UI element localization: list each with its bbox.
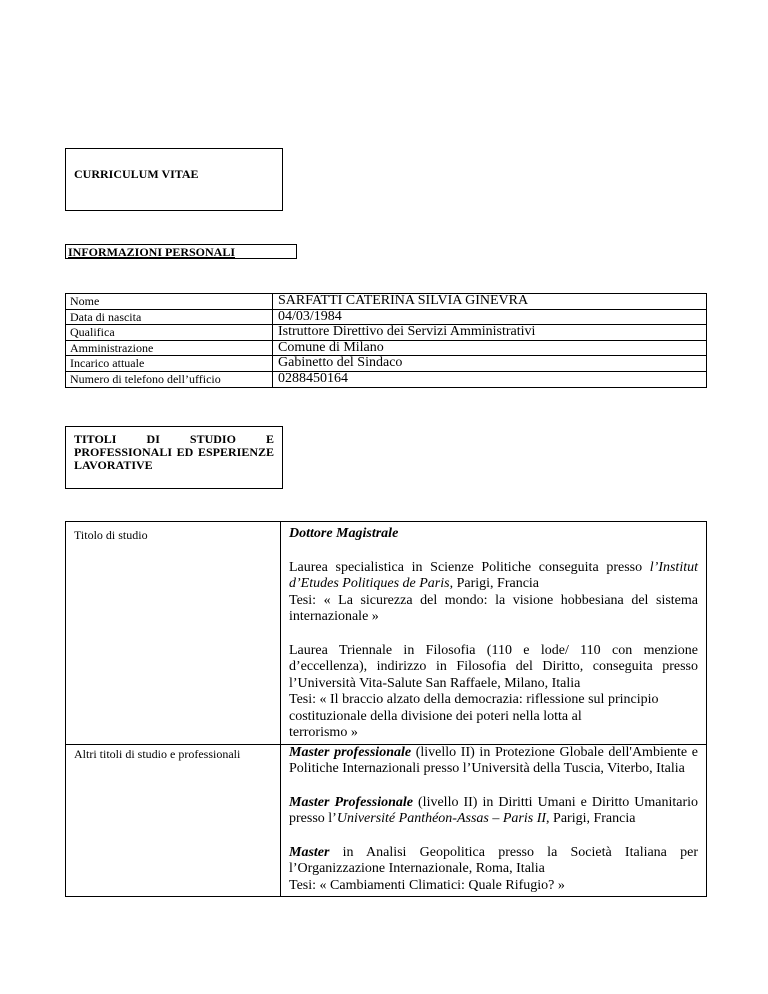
cv-title: CURRICULUM VITAE (74, 167, 199, 181)
master-1 (289, 745, 698, 778)
table-row (66, 294, 707, 310)
laurea-spec-place: , Parigi, Francia (449, 576, 540, 591)
master-2-institution: Université Panthéon-Assas – Paris II (336, 811, 547, 826)
value-amministrazione: Comune di Milano (273, 340, 707, 356)
other-titles-label-text: Altri titoli di studio e professionali (74, 746, 241, 761)
laurea-tri-thesis: Tesi: « Il braccio alzato della democrazia: riflessione sul principio costituzionale della divisione dei poteri nella lotta al (289, 692, 659, 724)
table-row (66, 356, 707, 372)
master-3-heading: Master (289, 844, 330, 860)
table-row (66, 522, 707, 745)
table-row (66, 744, 707, 897)
laurea-spec-text: Laurea specialistica in Scienze Politiche conseguita presso (289, 559, 650, 575)
label-nome: Nome (66, 294, 273, 310)
table-row (66, 371, 707, 387)
label-data-nascita: Data di nascita (66, 309, 273, 325)
label-amministrazione: Amministrazione (66, 340, 273, 356)
studies-table (65, 521, 707, 897)
titoli-heading: TITOLI DI STUDIO E PROFESSIONALI ED ESPERIENZE LAVORATIVE (74, 432, 274, 472)
laurea-specialistica (289, 560, 698, 626)
master-3 (289, 845, 698, 895)
value-nome: SARFATTI CATERINA SILVIA GINEVRA (273, 294, 707, 310)
value-qualifica: Istruttore Direttivo dei Servizi Amministrativi (273, 325, 707, 341)
laurea-triennale (289, 643, 698, 742)
master-2-heading: Master Professionale (289, 794, 414, 810)
personal-info-heading: INFORMAZIONI PERSONALI (68, 245, 236, 259)
label-incarico: Incarico attuale (66, 356, 273, 372)
table-row (66, 309, 707, 325)
value-data-nascita: 04/03/1984 (273, 309, 707, 325)
master-3-text: in Analisi Geopolitica presso la Società Italiana per l’Organizzazione Internazionale, Roma, Italia (289, 844, 698, 876)
value-telefono: 0288450164 (273, 371, 707, 387)
master-3-thesis: Tesi: « Cambiamenti Climatici: Quale Rifugio? » (289, 877, 565, 893)
label-telefono: Numero di telefono dell’ufficio (66, 371, 273, 387)
laurea-tri-thesis-end: terrorismo » (289, 725, 358, 740)
degree-heading: Dottore Magistrale (289, 526, 399, 541)
study-label: Titolo di studio (66, 522, 281, 745)
label-qualifica: Qualifica (66, 325, 273, 341)
master-1-text: (livello II) in Protezione Globale dell'Ambiente e Politiche Internazionali presso l’Università della Tuscia, Viterbo, Italia (289, 744, 698, 776)
laurea-spec-thesis: Tesi: « La sicurezza del mondo: la visione hobbesiana del sistema internazionale » (289, 592, 698, 624)
master-1-heading: Master professionale (289, 744, 412, 760)
laurea-tri-text: Laurea Triennale in Filosofia (110 e lode/ 110 con menzione d’eccellenza), indirizzo in Filosofia del Diritto, conseguita presso l’Università Vita-Salute San Raffaele, Milano, Italia (289, 642, 698, 691)
table-row (66, 325, 707, 341)
personal-info-table (65, 293, 707, 388)
master-2-place: , Parigi, Francia (546, 811, 636, 826)
cv-title-box (65, 148, 283, 211)
other-titles-label (66, 744, 281, 897)
master-2 (289, 795, 698, 828)
table-row (66, 340, 707, 356)
titoli-heading-box (65, 426, 283, 489)
study-content (281, 522, 707, 745)
laurea-spec-institution: l’Institut d’Etudes Politiques de Paris (289, 559, 698, 591)
personal-info-heading-box (65, 244, 297, 259)
master-2-text: (livello II) in Diritti Umani e Diritto Umanitario presso l’ (289, 794, 698, 826)
other-titles-content (281, 744, 707, 897)
value-incarico: Gabinetto del Sindaco (273, 356, 707, 372)
